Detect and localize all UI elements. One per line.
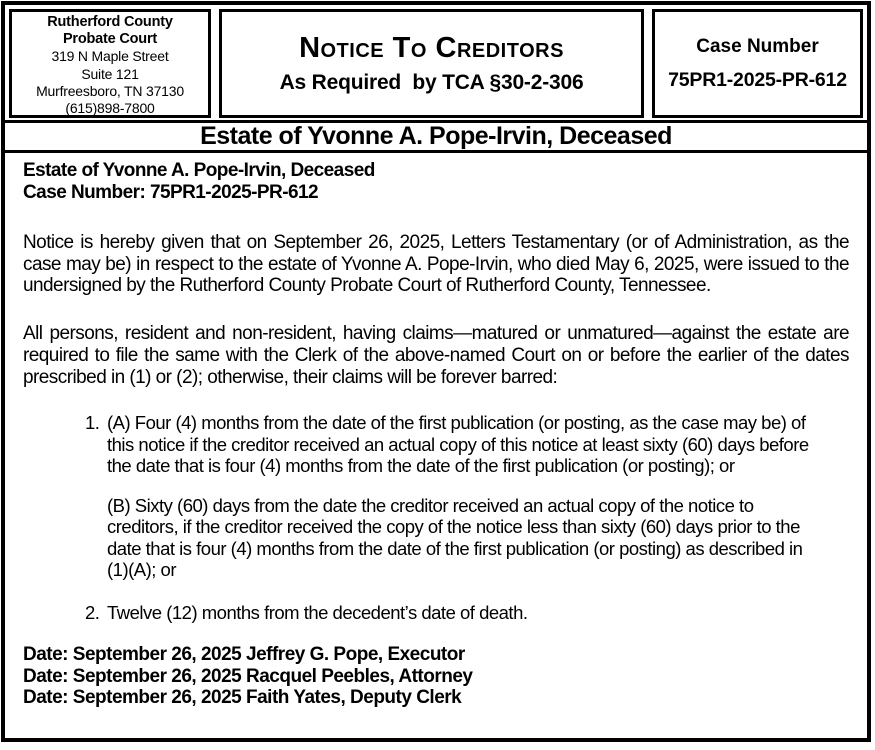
court-suite: Suite 121 xyxy=(81,65,139,82)
court-city-state-zip: Murfreesboro, TN 37130 xyxy=(36,82,184,99)
list-item-1-paragraph-b: (B) Sixty (60) days from the date the creditor received an actual copy of the notice to creditors, if the creditor received the copy of the notice less than sixty (60) days prior to the date that is four (4) months from the date of the first publication (or posting) as described in (1)(A); or xyxy=(107,494,803,581)
document-header xyxy=(5,5,867,120)
court-name-line-2: Probate Court xyxy=(62,31,158,48)
case-number-label: Case Number xyxy=(696,36,819,57)
notice-title: Notice To Creditors xyxy=(299,32,564,64)
court-name-line-1: Rutherford County xyxy=(47,14,173,30)
document-body xyxy=(5,153,867,709)
signature-deputy-clerk: Date: September 26, 2025 Faith Yates, Deputy Clerk xyxy=(23,687,462,709)
list-item-2 xyxy=(85,602,809,624)
case-number-box xyxy=(652,9,863,118)
list-item-1-paragraph-a: (A) Four (4) months from the date of the first publication (or posting, as the case may be) of this notice if the creditor received an actual copy of this notice at least sixty (60) days before the date that is four (4) months from the date of the first publication (or posting); or xyxy=(107,412,809,477)
list-item-2-number: 2. xyxy=(85,601,100,623)
deadline-list xyxy=(85,412,809,623)
notice-title-box xyxy=(219,9,644,118)
list-item-1-paragraphs xyxy=(107,412,809,581)
signature-block xyxy=(23,644,849,709)
list-item-1 xyxy=(85,412,809,581)
document-frame xyxy=(1,1,871,742)
notice-paragraph-1: Notice is hereby given that on September 26, 2025, Letters Testamentary (or of Administration, as the case may be) in respect to the estate of Yvonne A. Pope-Irvin, who died May 6, 2025, were issued to the undersigned by the Rutherford County Probate Court of Rutherford County, Tennessee. xyxy=(23,232,849,297)
court-phone: (615)898-7800 xyxy=(65,100,155,117)
case-number-value: 75PR1-2025-PR-612 xyxy=(668,69,847,91)
signature-executor: Date: September 26, 2025 Jeffrey G. Pope, Executor xyxy=(23,644,465,666)
notice-subtitle: As Required by TCA §30-2-306 xyxy=(279,71,584,94)
estate-line: Estate of Yvonne A. Pope-Irvin, Deceased xyxy=(23,160,375,181)
list-item-2-paragraph: Twelve (12) months from the decedent’s date of death. xyxy=(107,601,528,623)
intro-block xyxy=(23,160,849,204)
list-item-2-paragraphs xyxy=(107,602,809,624)
notice-paragraph-2: All persons, resident and non-resident, having claims—matured or unmatured—against the estate are required to file the same with the Clerk of the above-named Court on or before the earlier of the dates prescribed in (1) or (2); otherwise, their claims will be forever barred: xyxy=(23,323,849,388)
case-line: Case Number: 75PR1-2025-PR-612 xyxy=(23,182,319,203)
list-item-1-number: 1. xyxy=(85,412,100,434)
court-address-box xyxy=(9,9,211,118)
signature-attorney: Date: September 26, 2025 Racquel Peebles, Attorney xyxy=(23,665,473,687)
court-street: 319 N Maple Street xyxy=(51,48,169,65)
estate-banner-title: Estate of Yvonne A. Pope-Irvin, Deceased xyxy=(5,120,867,153)
